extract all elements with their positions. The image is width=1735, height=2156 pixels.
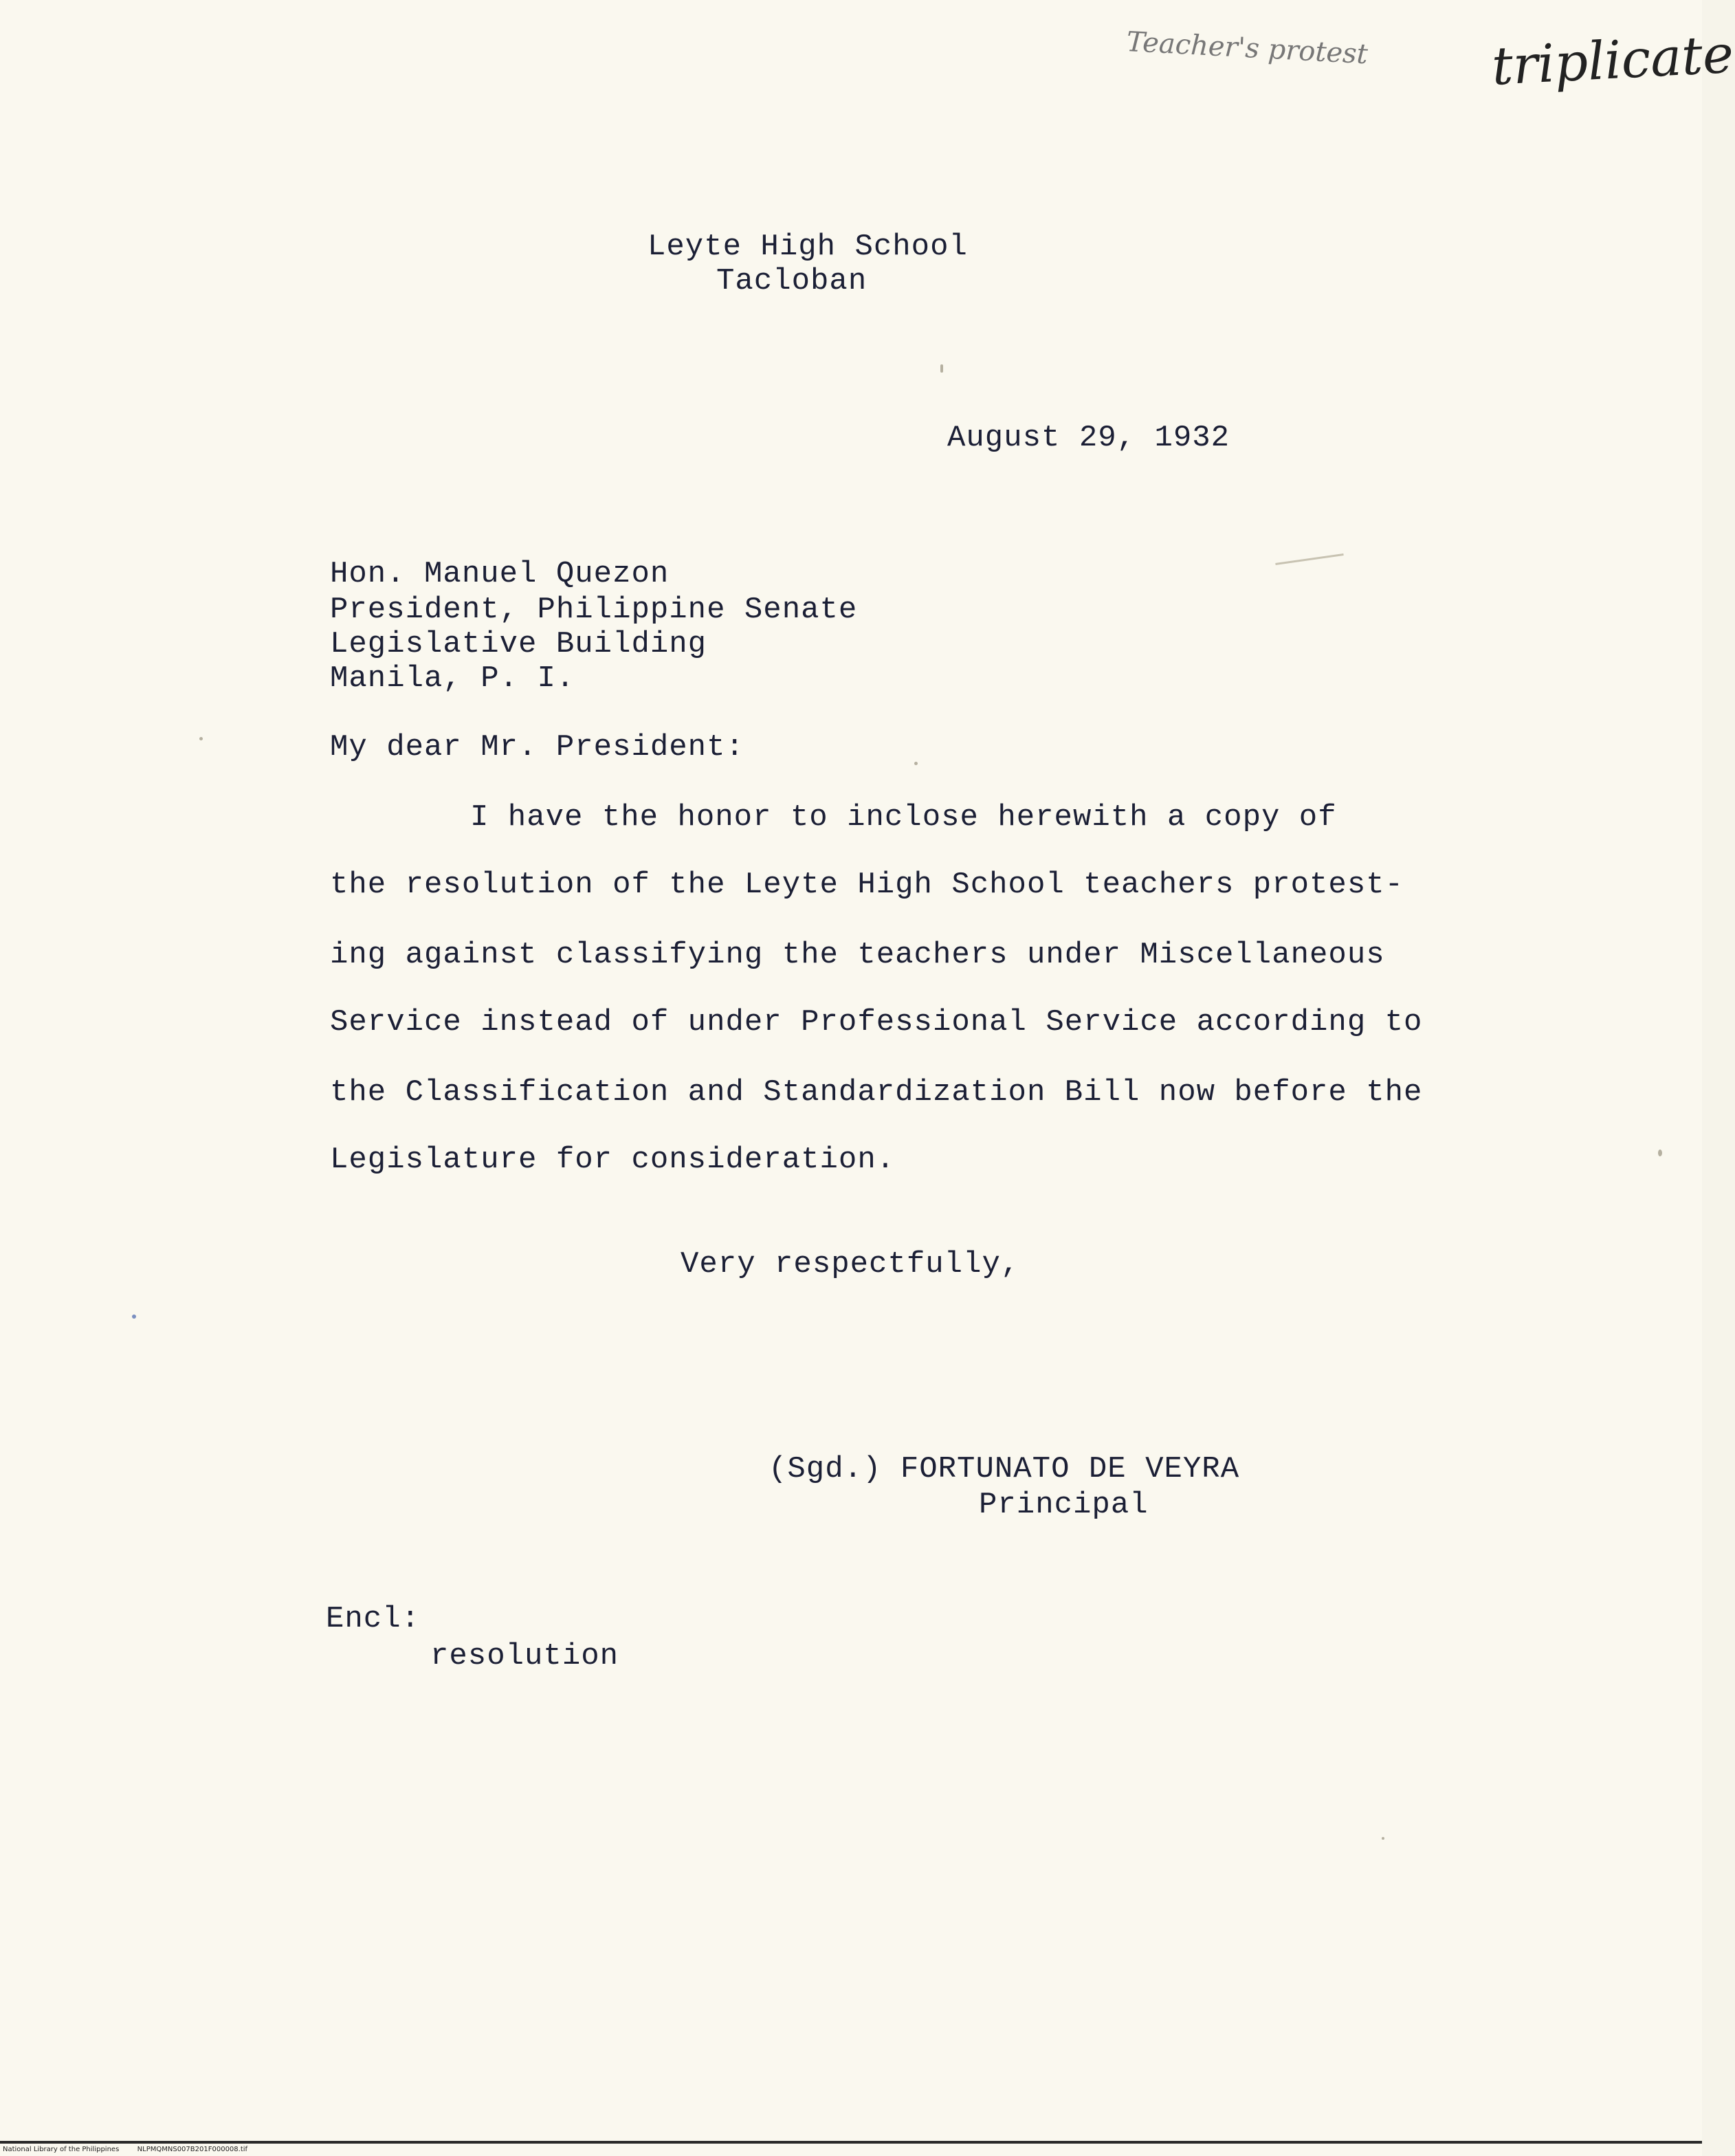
handwritten-subject-note: Teacher's protest — [1125, 26, 1369, 71]
paper-speck — [914, 762, 918, 765]
body-line: ing against classifying the teachers under Miscellaneous — [330, 938, 1385, 972]
school-city: Tacloban — [716, 264, 868, 298]
paper-speck — [199, 737, 203, 740]
recipient-building: Legislative Building — [330, 627, 707, 661]
body-line: the resolution of the Leyte High School teachers protest- — [330, 868, 1404, 902]
school-name: Leyte High School — [648, 230, 968, 264]
handwritten-copy-note: triplicate — [1490, 23, 1735, 97]
body-line: Service instead of under Professional Service according to — [330, 1005, 1423, 1040]
scan-bottom-edge — [0, 2141, 1702, 2144]
footer-file: NLPMQMNS007B201F000008.tif — [137, 2146, 248, 2153]
signer-position: Principal — [979, 1488, 1149, 1522]
closing: Very respectfully, — [681, 1247, 1020, 1282]
scan-footer — [3, 2146, 247, 2154]
paper-speck — [132, 1314, 136, 1319]
enclosure-label: Encl: — [326, 1602, 421, 1636]
enclosure-item: resolution — [430, 1639, 619, 1673]
body-line: the Classification and Standardization Bill now before the — [330, 1075, 1423, 1110]
letter-date: August 29, 1932 — [947, 421, 1230, 455]
paper-speck — [1658, 1150, 1662, 1156]
footer-library: National Library of the Philippines — [3, 2146, 120, 2153]
signed-name: (Sgd.) FORTUNATO DE VEYRA — [769, 1452, 1240, 1486]
paper-speck — [1382, 1837, 1384, 1840]
stray-pencil-mark — [1275, 553, 1343, 565]
recipient-name: Hon. Manuel Quezon — [330, 557, 670, 591]
body-line: Legislature for consideration. — [330, 1143, 896, 1177]
body-line: I have the honor to inclose herewith a copy of — [470, 800, 1337, 835]
recipient-title: President, Philippine Senate — [330, 593, 858, 627]
salutation: My dear Mr. President: — [330, 730, 744, 764]
recipient-city: Manila, P. I. — [330, 661, 575, 696]
paper-speck — [940, 364, 943, 373]
